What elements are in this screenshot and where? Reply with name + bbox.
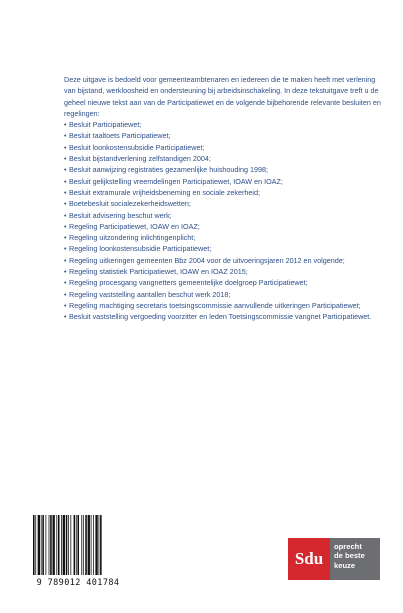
list-item: • Besluit loonkostensubsidie Participatiewet; xyxy=(64,142,384,153)
regulations-list xyxy=(64,119,384,322)
intro-paragraph: Deze uitgave is bedoeld voor gemeenteambtenaren en iedereen die te maken heeft met verlening van bijstand, werkloosheid en ondersteuning bij arbeidsinschakeling. In deze tekstuitgave treft u de geheel nieuwe tekst aan van de Participatiewet en de volgende bijbehorende relevante besluiten en regelingen: xyxy=(64,75,381,118)
list-item: • Boetebesluit socialezekerheidswetten; xyxy=(64,198,384,209)
list-item: • Besluit aanwijzing registraties gezamenlijke huishouding 1998; xyxy=(64,164,384,175)
list-item: • Regeling vaststelling aantallen beschut werk 2018; xyxy=(64,289,384,300)
list-item: • Regeling uitzondering inlichtingenplicht; xyxy=(64,232,384,243)
list-item: • Besluit advisering beschut werk; xyxy=(64,210,384,221)
publisher-logo xyxy=(288,538,380,580)
list-item: • Besluit bijstandverlening zelfstandigen 2004; xyxy=(64,153,384,164)
barcode-number: 9 789012 401784 xyxy=(36,578,120,588)
list-item: • Besluit vaststelling vergoeding voorzitter en leden Toetsingscommissie vangnet Participatiewet. xyxy=(64,311,384,322)
sdu-logo-mark: Sdu xyxy=(288,538,330,580)
list-item: • Besluit taaltoets Participatiewet; xyxy=(64,130,384,141)
list-item: • Regeling Participatiewet, IOAW en IOAZ; xyxy=(64,221,384,232)
slogan-line: oprecht xyxy=(334,542,362,551)
list-item: • Besluit gelijkstelling vreemdelingen Participatiewet, IOAW en IOAZ; xyxy=(64,176,384,187)
list-item: • Regeling loonkostensubsidie Participatiewet; xyxy=(64,243,384,254)
list-item: • Besluit Participatiewet; xyxy=(64,119,384,130)
description-text xyxy=(64,74,384,323)
barcode-icon xyxy=(33,515,123,577)
slogan-line: keuze xyxy=(334,560,356,570)
logo-slogan xyxy=(330,538,380,580)
slogan-line: de beste xyxy=(334,551,365,561)
list-item: • Besluit extramurale vrijheidsbeneming en sociale zekerheid; xyxy=(64,187,384,198)
list-item: • Regeling uitkeringen gemeenten Bbz 2004 voor de uitvoeringsjaren 2012 en volgende; xyxy=(64,255,384,266)
list-item: • Regeling procesgang vangnetters gemeentelijke doelgroep Participatiewet; xyxy=(64,277,384,288)
list-item: • Regeling statistiek Participatiewet, IOAW en IOAZ 2015; xyxy=(64,266,384,277)
list-item: • Regeling machtiging secretaris toetsingscommissie aanvullende uitkeringen Participatiewet; xyxy=(64,300,384,311)
isbn-barcode xyxy=(28,515,128,593)
